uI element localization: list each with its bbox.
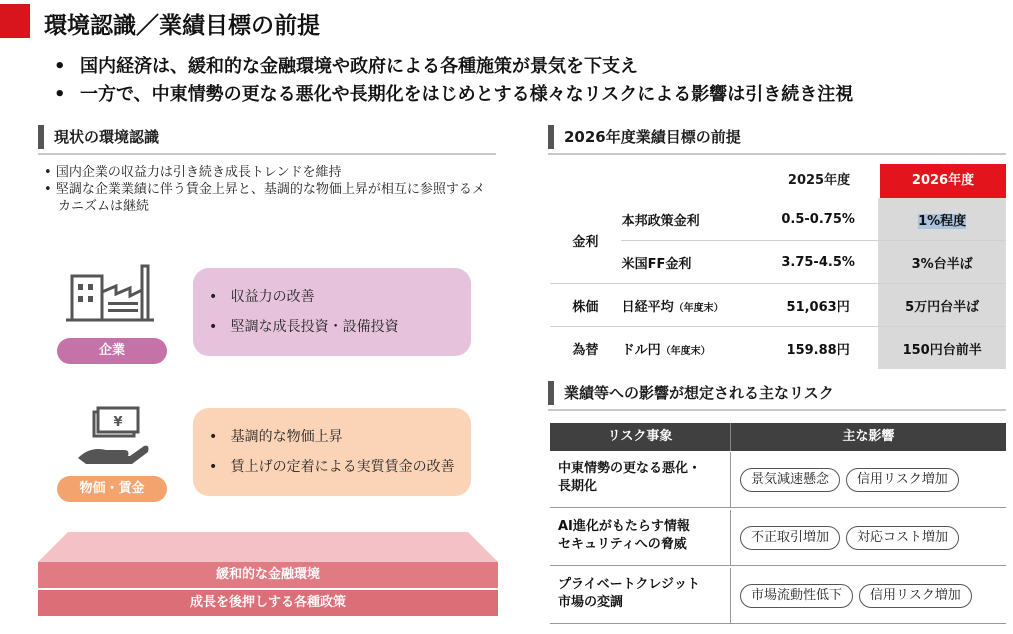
value-2026: 3%台半ば: [878, 241, 1006, 284]
money-hand-icon: [72, 406, 152, 468]
risk-event: プライベートクレジット 市場の変調: [558, 577, 701, 610]
risks-heading: 業績等への影響が想定される主なリスク: [548, 381, 1009, 405]
value-2025: 0.5-0.75%: [758, 198, 878, 241]
col-2025-header: 2025年度: [787, 173, 851, 188]
table-row: [550, 284, 1006, 327]
risk-impacts: [740, 468, 965, 492]
value-2026: 5万円台半ば: [878, 284, 1006, 327]
headline-bullet: • 一方で、中東情勢の更なる悪化や長期化をはじめとする様々なリスクによる影響は引き続き注視: [54, 84, 854, 105]
risk-table-header: [550, 423, 1006, 451]
table-row: [550, 198, 1006, 241]
company-bubble: [193, 268, 471, 356]
row-divider: [730, 452, 731, 507]
value-2025: 159.88円: [786, 342, 850, 358]
headline-bullet: • 国内経済は、緩和的な金融環境や政府による各種施策が景気を下支え: [54, 56, 638, 77]
growth-policy-band: 成長を後押しする各種政策: [38, 590, 498, 616]
impact-tag: 信用リスク増加: [859, 584, 972, 608]
headline-bullet-text: 国内経済は、緩和的な金融環境や政府による各種施策が景気を下支え: [80, 56, 638, 77]
company-item: • 収益力の改善: [209, 289, 315, 305]
price-wage-bubble: [193, 408, 471, 496]
price-wage-label: 物価・賃金: [57, 476, 167, 502]
item-label: 米国FF金利: [621, 241, 758, 284]
group-label: 金利: [550, 198, 621, 284]
value-2026: 150円台前半: [878, 327, 1006, 370]
base-trapezoid: [38, 532, 498, 562]
item-label: ドル円（年度末）: [621, 342, 711, 358]
col-2026-header: 2026年度: [880, 164, 1006, 198]
value-2025: 51,063円: [758, 284, 878, 327]
risk-row: [550, 452, 1006, 508]
risk-impact-header: 主な影響: [842, 429, 895, 444]
row-divider: [730, 510, 731, 565]
company-item: • 堅調な成長投資・設備投資: [209, 319, 399, 335]
monetary-environment-band: 緩和的な金融環境: [38, 562, 498, 588]
environment-bullet: • 堅調な企業業績に伴う賃金上昇と、基調的な物価上昇が相互に参照するメカニズムは継続: [44, 182, 485, 214]
svg-text:¥: ¥: [113, 415, 123, 430]
risk-row: [550, 510, 1006, 566]
item-label: 本邦政策金利: [621, 198, 758, 241]
price-wage-item: • 賃上げの定着による実質賃金の改善: [209, 459, 455, 475]
risk-event: AI進化がもたらす情報 セキュリティへの脅威: [558, 519, 690, 552]
row-divider: [730, 568, 731, 623]
group-label: 株価: [550, 284, 621, 327]
factory-icon: [60, 262, 160, 324]
table-row: [550, 327, 1006, 370]
price-wage-item: • 基調的な物価上昇: [209, 429, 343, 445]
impact-tag: 信用リスク増加: [846, 468, 959, 492]
environment-bullet: • 国内企業の収益力は引き続き成長トレンドを維持: [44, 165, 342, 180]
group-label: 為替: [572, 342, 599, 358]
risk-impacts: [740, 526, 965, 550]
risk-row: [550, 568, 1006, 624]
section-divider: [548, 409, 1006, 411]
targets-table: [550, 198, 1006, 369]
impact-tag: 市場流動性低下: [740, 584, 853, 608]
impact-tag: 対応コスト増加: [846, 526, 959, 550]
title-accent-bar: [0, 4, 30, 38]
value-2025: 3.75-4.5%: [758, 241, 878, 284]
current-environment-heading: 現状の環境認識: [38, 125, 499, 149]
risk-impacts: [740, 584, 978, 608]
item-label: 日経平均（年度末）: [621, 284, 758, 327]
environment-bullets: [44, 164, 494, 215]
page-title: 環境認識／業績目標の前提: [44, 13, 320, 39]
company-label: 企業: [57, 338, 167, 364]
impact-tag: 不正取引増加: [740, 526, 840, 550]
section-divider: [548, 153, 1006, 155]
impact-tag: 景気減速懸念: [740, 468, 840, 492]
risk-event: 中東情勢の更なる悪化・ 長期化: [558, 461, 702, 494]
targets-heading: 2026年度業績目標の前提: [548, 125, 1009, 149]
value-2026: 1%程度: [878, 198, 1006, 241]
headline-bullet-text: 一方で、中東情勢の更なる悪化や長期化をはじめとする様々なリスクによる影響は引き続き注視: [80, 84, 854, 105]
risk-event-header: リスク事象: [607, 429, 673, 444]
section-divider: [38, 153, 496, 155]
